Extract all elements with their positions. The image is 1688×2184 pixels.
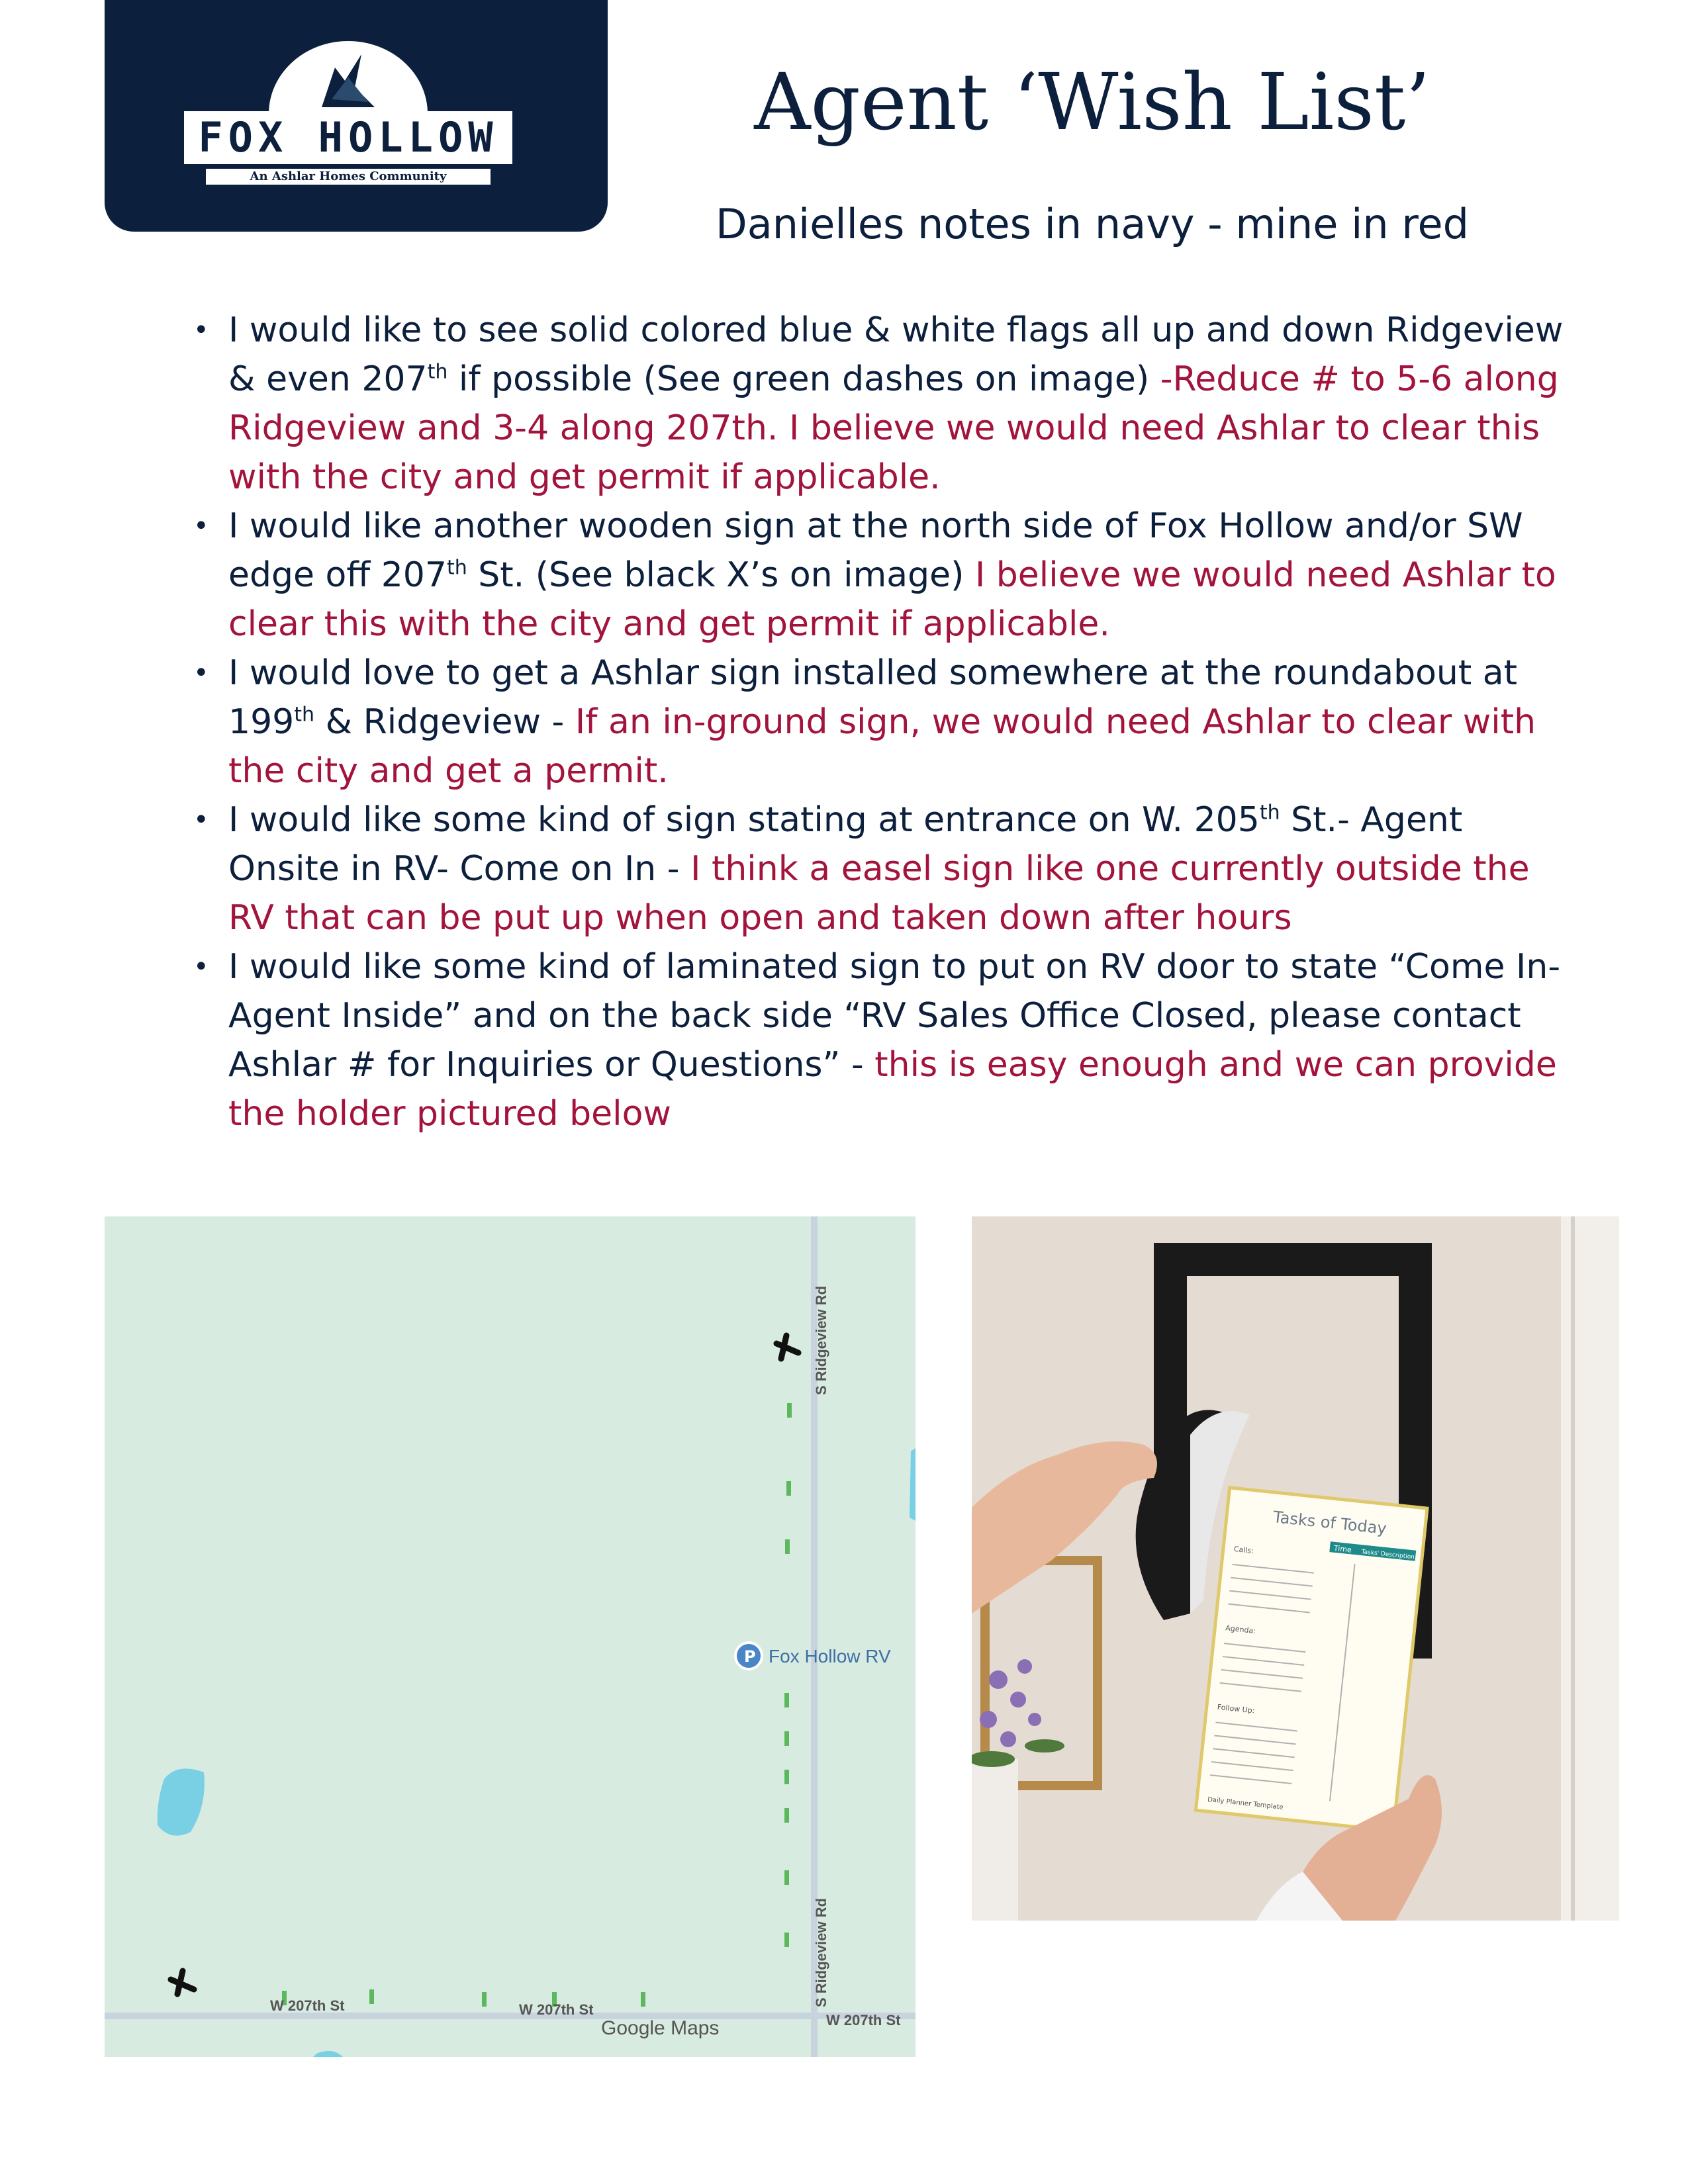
- site-map: [105, 1216, 915, 2057]
- map-road-label-vertical: S Ridgeview Rd: [813, 1897, 829, 2007]
- paper-col-time: Time: [1333, 1543, 1352, 1555]
- flag-dash: [787, 1403, 792, 1418]
- flag-dash: [784, 1870, 789, 1885]
- flag-dash: [369, 1989, 374, 2004]
- flag-dash: [784, 1933, 789, 1947]
- map-place-label: Fox Hollow RV: [769, 1646, 891, 1666]
- paper-col-desc: Tasks' Description: [1361, 1549, 1415, 1561]
- map-canvas: [105, 1216, 915, 2057]
- flag-dash: [785, 1539, 790, 1554]
- flag-dash: [482, 1992, 487, 2007]
- logo-wordmark: FOX HOLLOW: [184, 111, 512, 164]
- notes-list: [199, 306, 1575, 1138]
- note-item: • I would like another wooden sign at the north side of Fox Hollow and/or SW edge off 207th St. (See black X’s on image) I believe we would need Ashlar to clear this with the city and get permit if applicable.: [199, 502, 1575, 649]
- vase: [972, 1759, 1018, 1921]
- flag-dash: [641, 1992, 645, 2007]
- logo-box: [105, 0, 608, 232]
- map-road-label-horizontal: W 207th St: [270, 1997, 345, 2014]
- door-frame: [1561, 1216, 1619, 1921]
- photo-canvas: [972, 1216, 1619, 1921]
- paper-section-follow: Follow Up:: [1217, 1702, 1256, 1715]
- paper-footer: Daily Planner Template: [1207, 1796, 1284, 1811]
- place-pin-glyph: P: [744, 1647, 756, 1666]
- paper-sheet: [1196, 1488, 1427, 1831]
- map-brand: Google Maps: [601, 2017, 720, 2039]
- flag-dash: [784, 1731, 789, 1746]
- fox-head-icon: [269, 41, 428, 114]
- door-frame: [1571, 1216, 1575, 1921]
- note-item: • I would like some kind of laminated sign to put on RV door to state “Come In-Agent Inside” and on the back side “RV Sales Office Closed, please contact Ashlar # for Inquiries or Questions” - this is easy enough and we can provide the holder pictured below: [199, 942, 1575, 1138]
- logo-tagline: An Ashlar Homes Community: [206, 167, 491, 185]
- sign-holder-photo: [972, 1216, 1619, 1921]
- paper-section-calls: Calls:: [1233, 1544, 1254, 1556]
- note-item: • I would love to get a Ashlar sign installed somewhere at the roundabout at 199th & Ridgeview - If an in-ground sign, we would need Ashlar to clear with the city and get a permit.: [199, 649, 1575, 796]
- map-road-label-vertical: S Ridgeview Rd: [813, 1285, 829, 1395]
- page-title: Agent ‘Wish List’: [754, 56, 1430, 148]
- page-subtitle: Danielles notes in navy - mine in red: [715, 200, 1469, 248]
- flag-dash: [784, 1770, 789, 1784]
- flag-dash: [784, 1808, 789, 1823]
- note-item: • I would like to see solid colored blue & white flags all up and down Ridgeview & even 207th if possible (See green dashes on image) -Reduce # to 5-6 along Ridgeview and 3-4 along 207th. I believe we would need Ashlar to clear this with the city and get permit if applicable.: [199, 306, 1575, 502]
- map-road-label-horizontal: W 207th St: [519, 2001, 594, 2018]
- paper-title: Tasks of Today: [1272, 1507, 1388, 1538]
- note-item: • I would like some kind of sign stating at entrance on W. 205th St.- Agent Onsite in RV- Come on In - I think a easel sign like one currently outside the RV that can be put up when open and taken down after hours: [199, 796, 1575, 942]
- flag-dash: [784, 1693, 789, 1707]
- paper-section-agenda: Agenda:: [1225, 1623, 1256, 1636]
- road-horizontal: [105, 2013, 915, 2019]
- map-road-label-horizontal: W 207th St: [826, 2012, 901, 2028]
- flag-dash: [786, 1481, 791, 1496]
